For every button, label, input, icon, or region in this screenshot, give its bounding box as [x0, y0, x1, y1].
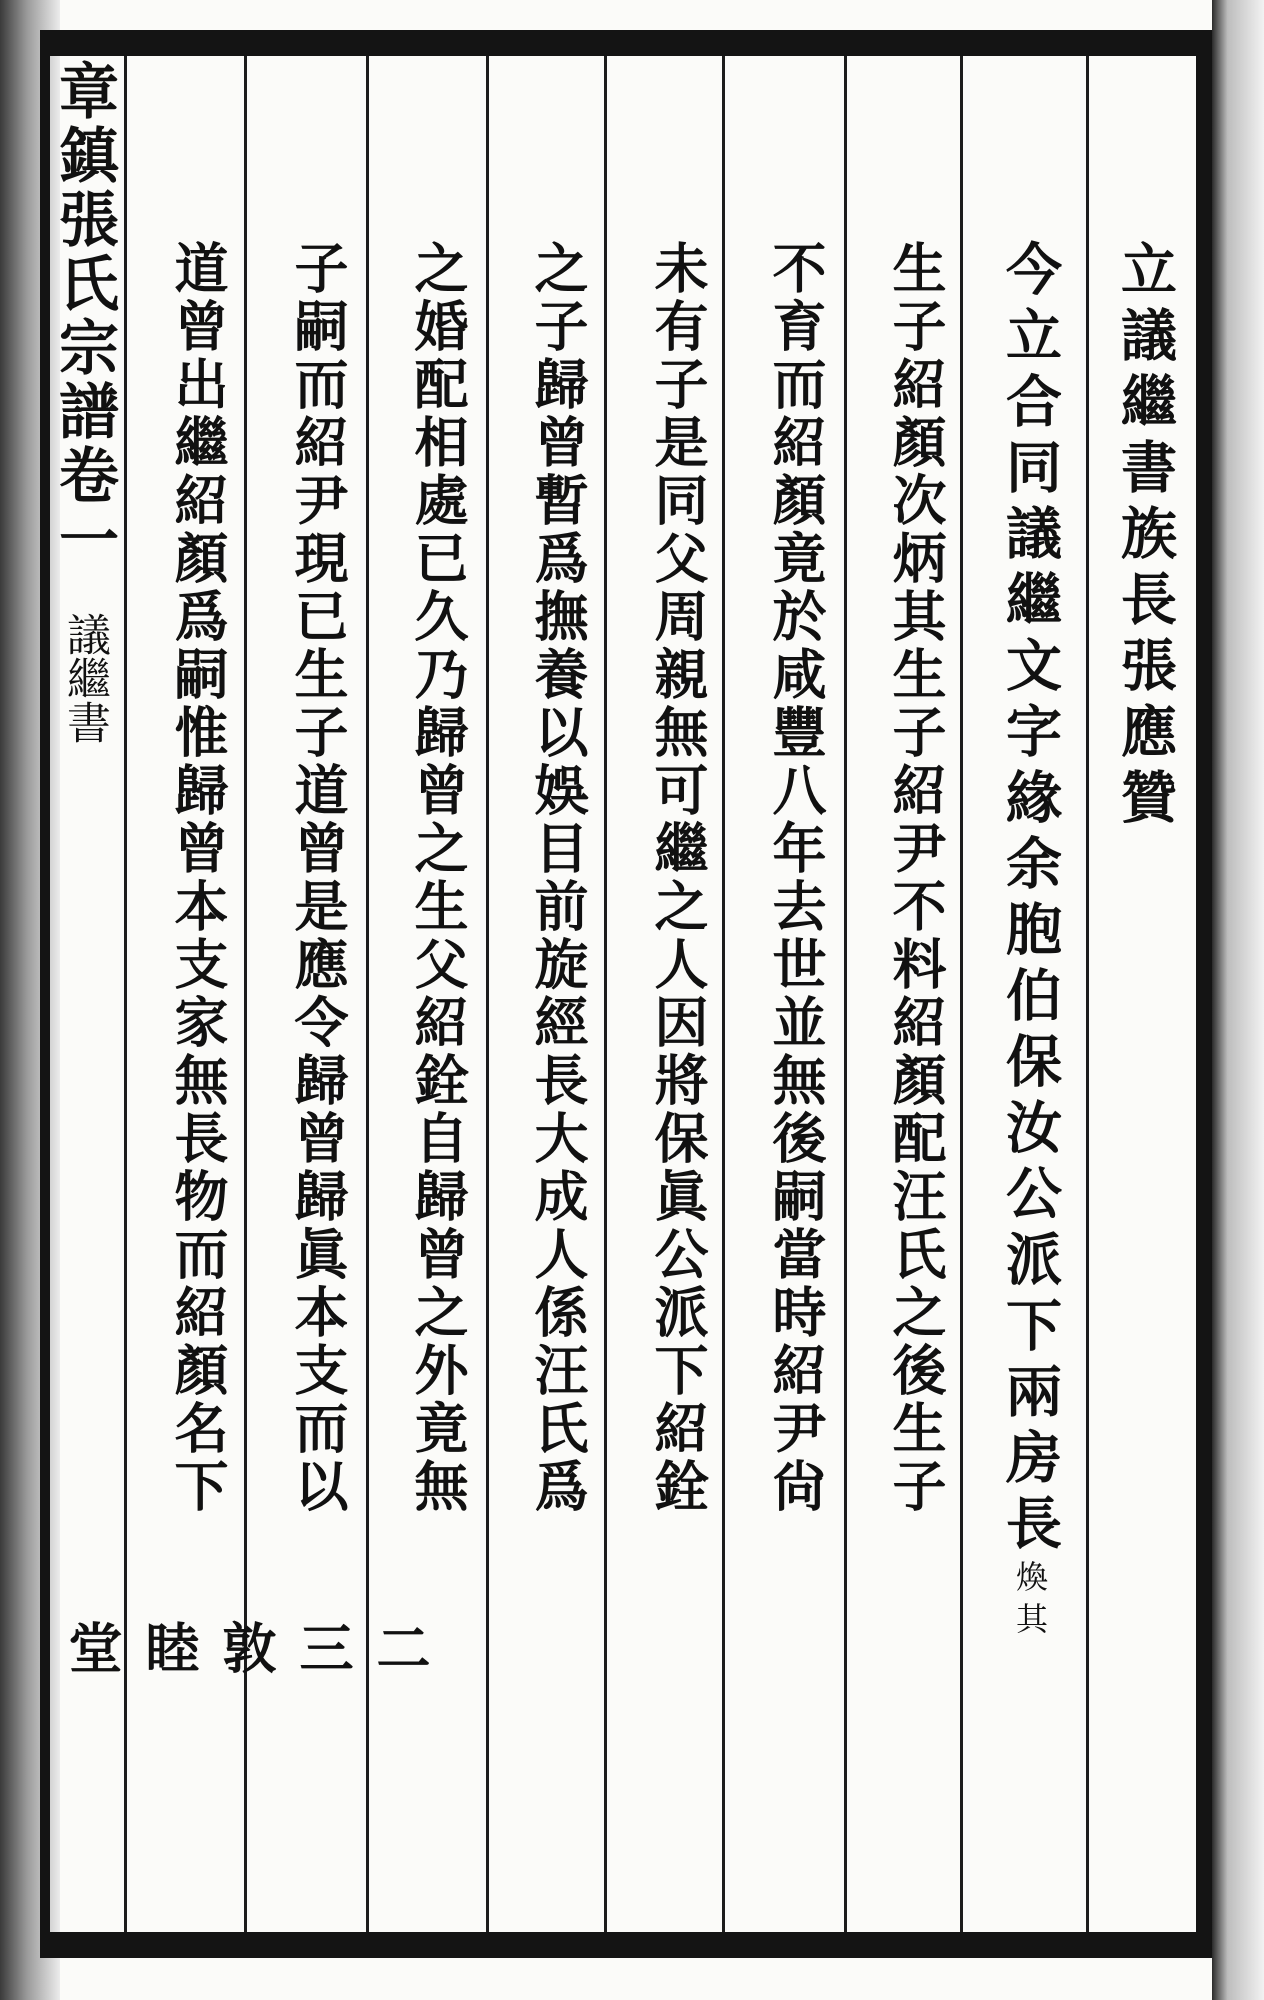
text-column-4: 不育而紹顏竟於咸豐八年去世並無後嗣當時紹尹尙: [764, 240, 828, 1516]
text-column-6: 之子歸曾暫爲撫養以娛目前旋經長大成人係汪氏爲: [526, 240, 590, 1516]
text-column-3: 生子紹顏次炳其生子紹尹不料紹顏配汪氏之後生子: [884, 240, 948, 1516]
frame-bottom-border: [40, 1932, 1212, 1958]
text-column-1: 立議繼書族長張應贊: [1112, 240, 1178, 834]
page-edge: [1212, 0, 1264, 2000]
text-column-8: 子嗣而紹尹現已生子道曾是應令歸曾歸眞本支而以: [286, 240, 350, 1516]
book-title: 章鎮張氏宗譜卷一: [49, 60, 119, 572]
volume-label: 卷一: [49, 444, 119, 572]
folio-and-hall-name: 二三 敦睦堂: [60, 1620, 432, 1674]
column-rule: [1086, 56, 1089, 1932]
text-column-5: 未有子是同父周親無可繼之人因將保眞公派下紹銓: [646, 240, 710, 1516]
frame-top-border: [40, 30, 1212, 56]
text-column-2: 今立合同議繼文字緣余胞伯保汝公派下兩房長煥其: [997, 240, 1063, 1644]
text-column-7: 之婚配相處已久乃歸曾之生父紹銓自歸曾之外竟無: [406, 240, 470, 1516]
frame-right-border: [1196, 30, 1212, 1958]
interlinear-note: 煥其: [1011, 1560, 1049, 1644]
section-title: 議繼書: [59, 612, 110, 744]
text-column-9: 道曾出繼紹顏爲嗣惟歸曾本支家無長物而紹顏名下: [166, 240, 230, 1516]
